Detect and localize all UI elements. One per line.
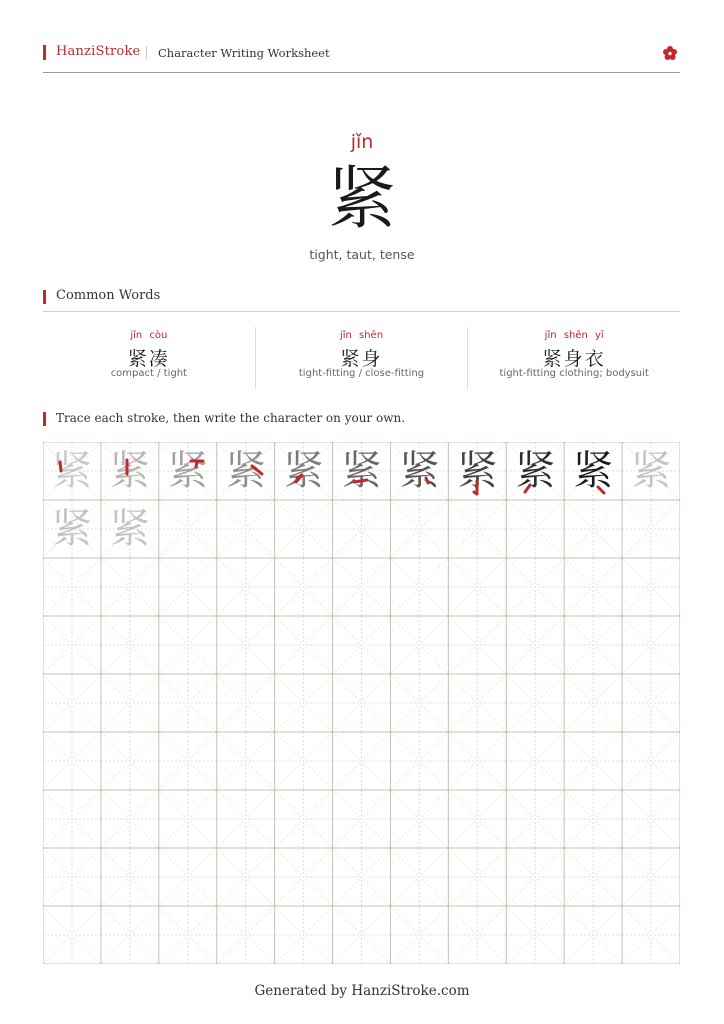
word-item — [467, 327, 680, 389]
trace-character: 紧 — [457, 448, 498, 494]
instruction-accent-bar — [43, 412, 46, 426]
brand-name[interactable]: HanziStroke — [56, 44, 141, 59]
current-stroke-highlight — [333, 442, 391, 500]
current-stroke-highlight — [390, 442, 448, 500]
trace-character: 紧 — [109, 506, 150, 552]
trace-cell[interactable] — [43, 500, 101, 558]
word-pinyin: jǐn shēn — [339, 330, 384, 341]
stroke-order-cell[interactable] — [448, 442, 506, 500]
worksheet-header — [43, 43, 680, 65]
trace-character: 紧 — [52, 506, 92, 552]
section-divider-line — [43, 311, 680, 312]
current-stroke-highlight — [101, 442, 159, 500]
trace-character: 紧 — [631, 448, 672, 494]
common-words-title: Common Words — [56, 288, 161, 303]
stroke-order-cell[interactable] — [390, 442, 448, 500]
word-hanzi: 紧身 — [340, 348, 383, 370]
word-meaning: compact / tight — [110, 368, 187, 379]
footer-credit[interactable]: Generated by HanziStroke.com — [254, 983, 470, 999]
header-subtitle: Character Writing Worksheet — [158, 46, 330, 60]
current-stroke-highlight — [448, 442, 506, 500]
trace-character: 紧 — [515, 448, 556, 494]
practice-instruction: Trace each stroke, then write the character on your own. — [56, 411, 406, 425]
word-pinyin: jǐn shēn yī — [544, 330, 604, 341]
trace-character: 紧 — [283, 448, 324, 494]
stroke-order-cell[interactable] — [506, 442, 564, 500]
header-divider-line — [43, 72, 680, 73]
trace-character: 紧 — [109, 448, 150, 494]
trace-character: 紧 — [225, 448, 266, 494]
trace-character: 紧 — [573, 448, 614, 494]
trace-character: 紧 — [341, 448, 382, 494]
trace-character: 紧 — [399, 448, 440, 494]
main-character: 紧 — [327, 160, 396, 239]
word-pinyin: jǐn còu — [130, 330, 168, 341]
trace-character: 紧 — [167, 448, 208, 494]
current-stroke-highlight — [506, 442, 564, 500]
trace-character: 紧 — [52, 448, 92, 494]
plum-flower-icon — [662, 45, 678, 61]
word-meaning: tight-fitting clothing; bodysuit — [499, 368, 649, 379]
trace-cell[interactable] — [101, 500, 159, 558]
practice-grid[interactable] — [43, 442, 680, 964]
stroke-order-cell[interactable] — [159, 442, 217, 500]
section-accent-bar — [43, 290, 46, 304]
stroke-order-cell[interactable] — [43, 442, 101, 500]
character-pinyin: jǐn — [350, 131, 374, 153]
stroke-order-cell[interactable] — [333, 442, 391, 500]
word-item — [43, 327, 255, 389]
word-hanzi: 紧身衣 — [542, 348, 606, 370]
current-stroke-highlight — [275, 442, 333, 500]
stroke-order-cell[interactable] — [101, 442, 159, 500]
stroke-order-cell[interactable] — [217, 442, 275, 500]
current-stroke-highlight — [159, 442, 217, 500]
current-stroke-highlight — [43, 442, 101, 500]
stroke-order-cell[interactable] — [564, 442, 622, 500]
current-stroke-highlight — [564, 442, 622, 500]
word-meaning: tight-fitting / close-fitting — [298, 368, 425, 379]
stroke-order-cell[interactable] — [275, 442, 333, 500]
character-meaning: tight, taut, tense — [309, 247, 415, 262]
word-item — [255, 327, 468, 389]
brand-accent-bar — [43, 45, 46, 60]
word-hanzi: 紧凑 — [127, 348, 170, 370]
header-divider — [146, 46, 147, 59]
trace-cell[interactable] — [622, 442, 680, 500]
common-words-list — [43, 327, 680, 389]
current-stroke-highlight — [217, 442, 275, 500]
